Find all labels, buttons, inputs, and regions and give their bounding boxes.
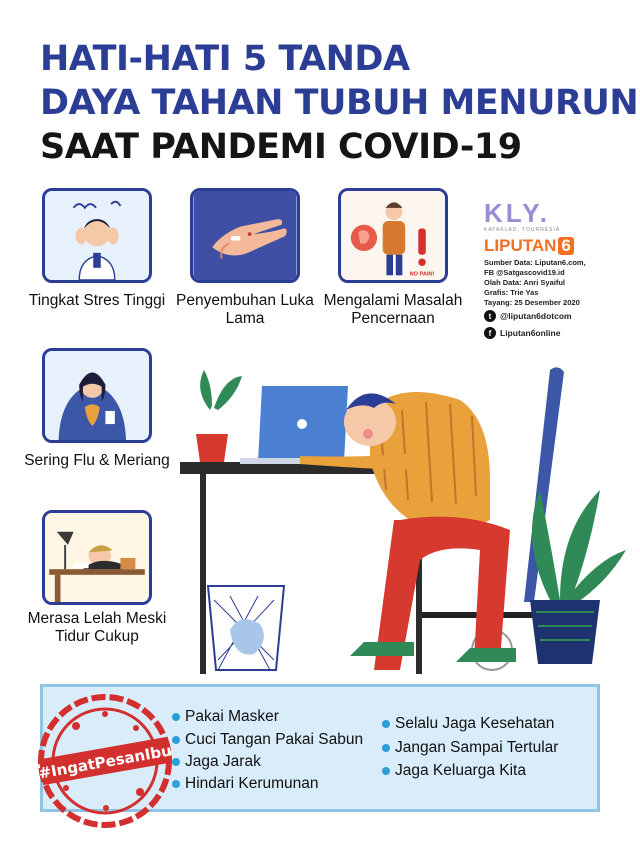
stomach-ache-icon: [338, 188, 448, 283]
tip-item: Jaga Keluarga Kita: [382, 762, 526, 780]
sign-caption-5: Merasa Lelah Meski Tidur Cukup: [27, 610, 167, 645]
sick-woman-icon: [42, 348, 152, 443]
source-line-2: FB @Satgascovid19.id: [484, 268, 565, 277]
sleeping-at-desk-icon: [42, 510, 152, 605]
tip-item: Jaga Jarak: [172, 753, 261, 771]
sign-caption-4: Sering Flu & Meriang: [24, 452, 170, 469]
tired-man-illustration: [170, 350, 630, 680]
tip-item: Jangan Sampai Tertular: [382, 739, 558, 757]
published-line: Tayang: 25 Desember 2020: [484, 298, 580, 307]
kly-tagline: KATAKLAD, TOURNESIA: [484, 227, 561, 233]
bullet-icon: [382, 744, 390, 752]
processed-line: Olah Data: Anri Syaiful: [484, 278, 565, 287]
wounded-hand-icon: [190, 188, 300, 283]
facebook-handle: Liputan6online: [500, 328, 561, 338]
kly-logo: KLY.: [484, 198, 550, 228]
tip-item: Hindari Kerumunan: [172, 775, 319, 793]
source-line: Sumber Data: Liputan6.com,: [484, 258, 586, 267]
liputan-text: LIPUTAN: [484, 236, 557, 255]
stamp-text: #IngatPesanIbu: [37, 741, 174, 783]
twitter-icon: t: [484, 310, 496, 322]
liputan6-logo: [484, 237, 634, 255]
title-line-3: SAAT PANDEMI COVID-19: [40, 127, 522, 167]
sign-caption-2: Penyembuhan Luka Lama: [176, 292, 314, 327]
facebook-link[interactable]: [484, 327, 560, 339]
tip-item: Pakai Masker: [172, 708, 279, 726]
ingat-pesan-ibu-stamp: [36, 692, 174, 830]
brand-block: [484, 200, 634, 308]
graphics-line: Grafis: Trie Yas: [484, 288, 539, 297]
twitter-link[interactable]: [484, 310, 572, 322]
no-pain-text: NO PAIN!: [409, 271, 435, 278]
bullet-icon: [382, 767, 390, 775]
sign-caption-3: Mengalami Masalah Pencernaan: [323, 292, 463, 327]
twitter-handle: @liputan6dotcom: [500, 311, 572, 321]
liputan-six: 6: [558, 237, 573, 255]
stressed-man-icon: [42, 188, 152, 283]
bullet-icon: [382, 720, 390, 728]
facebook-icon: f: [484, 327, 496, 339]
title-line-2: DAYA TAHAN TUBUH MENURUN: [40, 83, 639, 123]
sign-caption-1: Tingkat Stres Tinggi: [28, 292, 166, 309]
tip-item: Selalu Jaga Kesehatan: [382, 715, 554, 733]
title-line-1: HATI-HATI 5 TANDA: [40, 39, 410, 79]
tip-item: Cuci Tangan Pakai Sabun: [172, 731, 363, 749]
